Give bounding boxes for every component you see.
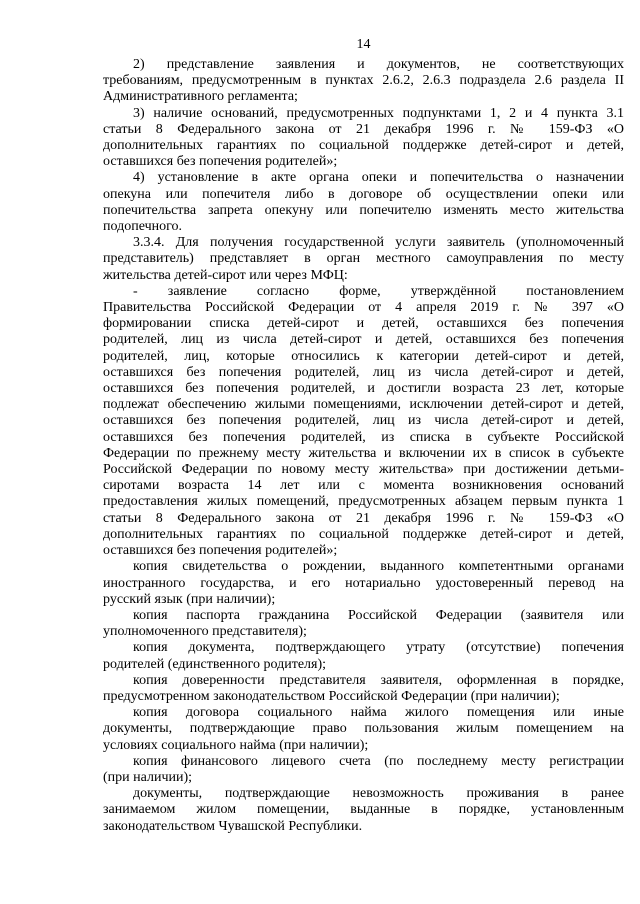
text-line: статьи 8 Федерального закона от 21 декабря 1996 г. № 159-ФЗ «О xyxy=(103,510,624,526)
text-line: копия паспорта гражданина Российской Федерации (заявителя или xyxy=(133,607,624,623)
text-line: копия доверенности представителя заявителя, оформленная в порядке, xyxy=(133,672,624,688)
text-line: копия договора социального найма жилого помещения или иные xyxy=(133,705,624,721)
text-line: Административного регламента; xyxy=(103,89,298,105)
text-line: (при наличии); xyxy=(103,769,193,785)
text-line: занимаемом жилом помещении, выданные в порядке, установленным xyxy=(103,802,624,818)
text-line: сиротами возраста 14 лет или с момента возникновения оснований xyxy=(103,478,624,494)
page-number: 14 xyxy=(356,37,371,52)
text-line: 2) представление заявления и документов, не соответствующих xyxy=(133,57,624,72)
text-line: опекуна или попечителя либо в договоре об осуществлении опеки или xyxy=(103,186,624,202)
text-line: подлежат обеспечению жилыми помещениями, исключении детей-сирот и детей, xyxy=(103,397,624,413)
text-line: документы, подтверждающие невозможность проживания в ранее xyxy=(133,786,624,802)
text-line: родителей, лиц из числа детей-сирот и детей, оставшихся без попечения xyxy=(103,332,624,348)
text-line: оставшихся без попечения родителей, лиц из числа детей-сирот и детей, xyxy=(103,364,624,380)
text-line: - заявление согласно форме, утверждённой постановлением xyxy=(133,283,624,299)
text-line: родителей (единственного родителя); xyxy=(103,656,327,672)
text-line: копия документа, подтверждающего утрату (отсутствие) попечения xyxy=(133,640,624,656)
text-line: иностранного государства, и его нотариально удостоверенный перевод на xyxy=(103,575,624,591)
text-line: родителей, лиц, которые относились к категории детей-сирот и детей, xyxy=(103,348,624,364)
text-line: требованиям, предусмотренным в пунктах 2.6.2, 2.6.3 подраздела 2.6 раздела II xyxy=(103,73,624,89)
text-line: 3.3.4. Для получения государственной услуги заявитель (уполномоченный xyxy=(133,235,624,251)
text-line: уполномоченного представителя); xyxy=(103,624,307,640)
text-line: представитель) представляет в орган местного самоуправления по месту xyxy=(103,251,624,267)
text-line: документы, подтверждающие право пользования жилым помещением на xyxy=(103,721,624,737)
text-line: Федерации по прежнему месту жительства и включении их в список в субъекте xyxy=(103,445,624,461)
text-line: 3) наличие оснований, предусмотренных подпунктами 1, 2 и 4 пункта 3.1 xyxy=(133,105,624,121)
text-line: оставшихся без попечения родителей»; xyxy=(103,543,338,559)
text-line: подопечного. xyxy=(103,219,182,235)
text-line: жительства детей-сирот или через МФЦ: xyxy=(103,267,348,283)
text-line: оставшихся без попечения родителей, и достигли возраста 23 лет, которые xyxy=(103,381,624,397)
text-line: дополнительных гарантиях по социальной поддержке детей-сирот и детей, xyxy=(103,138,624,154)
text-line: Правительства Российской Федерации от 4 апреля 2019 г. № 397 «О xyxy=(103,300,624,316)
text-line: оставшихся без попечения родителей»; xyxy=(103,154,338,170)
text-line: предоставления жилых помещений, предусмотренных абзацем первым пункта 1 xyxy=(103,494,624,510)
text-line: предусмотренном законодательством Российской Федерации (при наличии); xyxy=(103,688,560,704)
text-line: 4) установление в акте органа опеки и попечительства о назначении xyxy=(133,170,624,186)
document-body xyxy=(103,57,624,835)
text-line: попечительства запрета опекуну или попечителю изменять место жительства xyxy=(103,202,624,218)
text-line: Российской Федерации по новому месту жительства» при достижении детьми- xyxy=(103,462,624,478)
text-line: копия финансового лицевого счета (по последнему месту регистрации xyxy=(133,753,624,769)
text-line: оставшихся без попечения родителей, из списка в субъекте Российской xyxy=(103,429,624,445)
text-line: оставшихся без попечения родителей, лиц из числа детей-сирот и детей, xyxy=(103,413,624,429)
text-line: формировании списка детей-сирот и детей, оставшихся без попечения xyxy=(103,316,624,332)
text-line: дополнительных гарантиях по социальной поддержке детей-сирот и детей, xyxy=(103,526,624,542)
text-line: законодательством Чувашской Республики. xyxy=(103,818,363,834)
text-line: русский язык (при наличии); xyxy=(103,591,276,607)
text-line: условиях социального найма (при наличии); xyxy=(103,737,369,753)
text-line: копия свидетельства о рождении, выданного компетентными органами xyxy=(133,559,624,575)
text-line: статьи 8 Федерального закона от 21 декабря 1996 г. № 159-ФЗ «О xyxy=(103,121,624,137)
